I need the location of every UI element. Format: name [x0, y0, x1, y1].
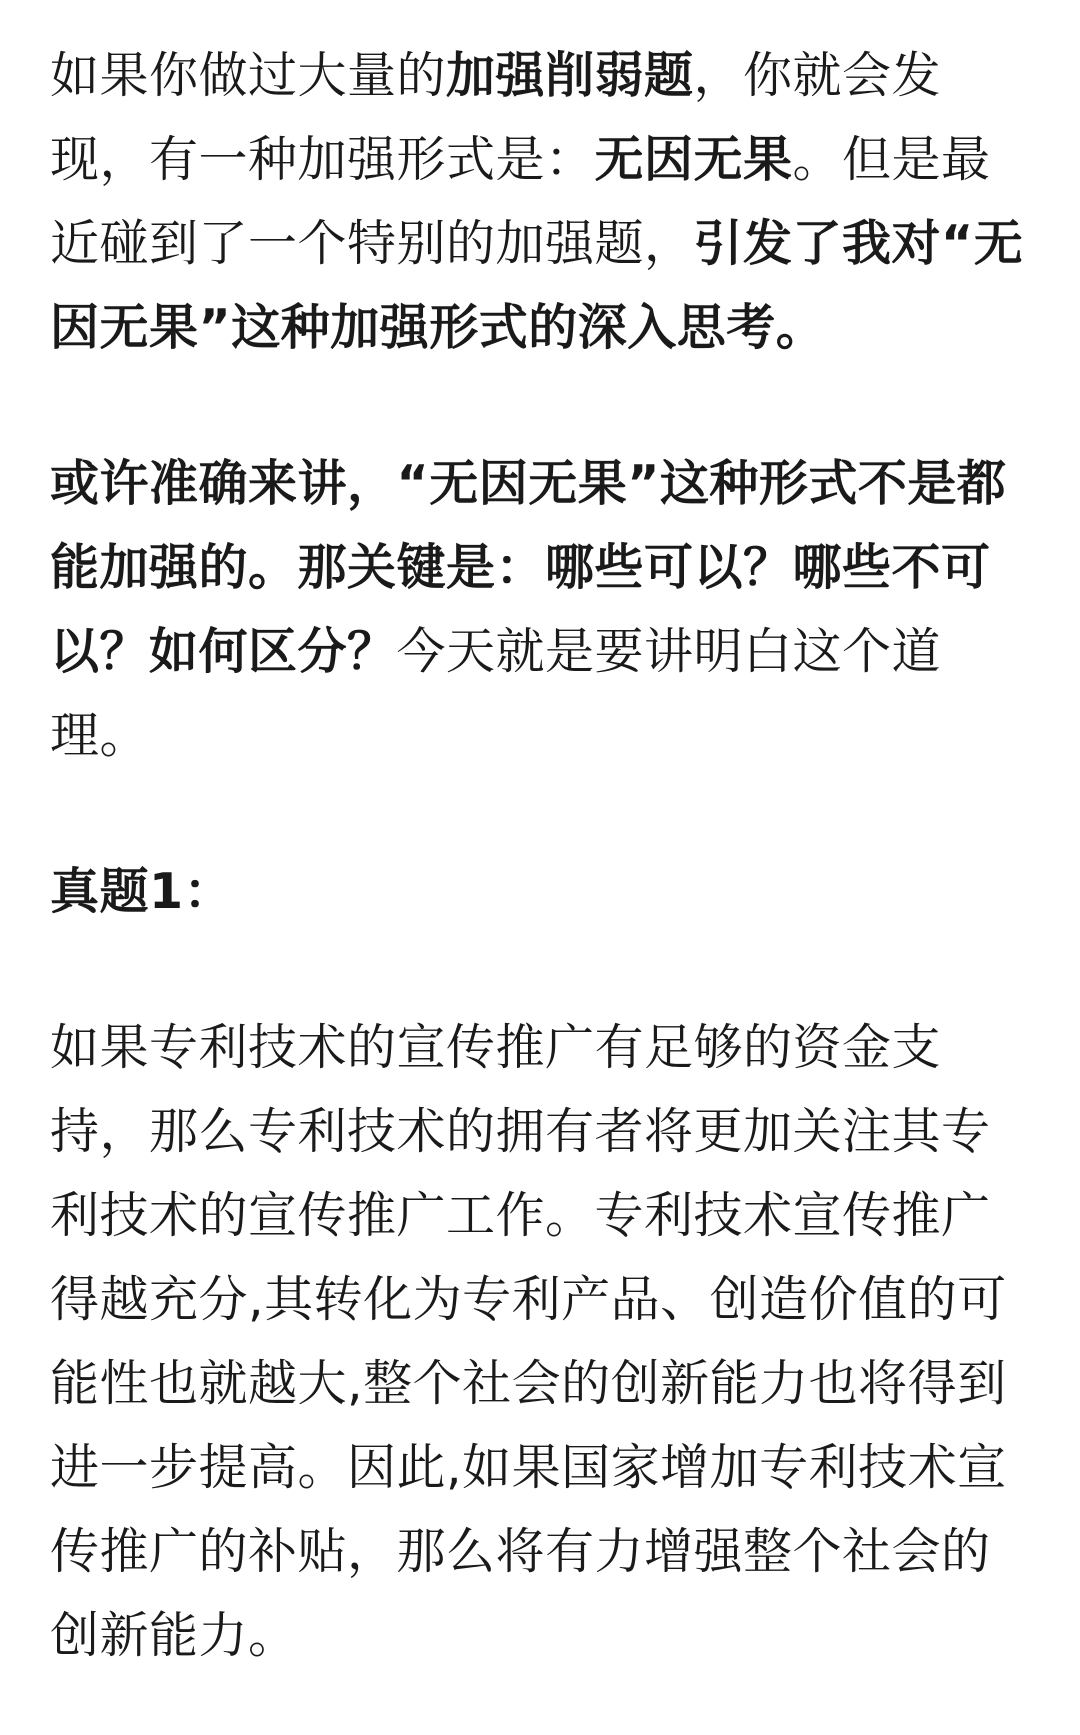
intro-paragraph	[50, 34, 1036, 370]
problem-text: 如果专利技术的宣传推广有足够的资金支持，那么专利技术的拥有者将更加关注其专利技术的宣传推广工作。专利技术宣传推广得越充分,其转化为专利产品、创造价值的可能性也就越大,整个社会的创新能力也将得到进一步提高。因此,如果国家增加专利技术宣传推广的补贴，那么将有力增强整个社会的创新能力。	[50, 1019, 1007, 1664]
intro-text-3: 。但是最近碰到了一个特别的加强题，	[50, 131, 991, 272]
section-heading-text: 真题1：	[50, 863, 234, 920]
paragraph-gap	[50, 934, 1036, 1006]
section-heading	[50, 850, 1036, 934]
intro-emphasis-1: 加强削弱题	[446, 47, 694, 104]
intro-text-1: 如果你做过大量的	[50, 47, 447, 104]
problem-paragraph	[50, 1006, 1036, 1678]
question-emphasis: 或许准确来讲，“无因无果”这种形式不是都能加强的。那关键是：哪些可以？哪些不可以？如何区分？	[50, 455, 1007, 680]
paragraph-gap	[50, 370, 1036, 442]
intro-text-2: ，你就会发现，有一种加强形式是：	[50, 47, 942, 188]
article-body	[50, 34, 1036, 1678]
paragraph-gap	[50, 778, 1036, 850]
question-paragraph	[50, 442, 1036, 778]
question-text: 今天就是要讲明白这个道理。	[50, 623, 942, 764]
intro-emphasis-3: 引发了我对“无因无果”这种加强形式的深入思考。	[50, 215, 1024, 356]
intro-emphasis-2: 无因无果	[594, 131, 793, 188]
